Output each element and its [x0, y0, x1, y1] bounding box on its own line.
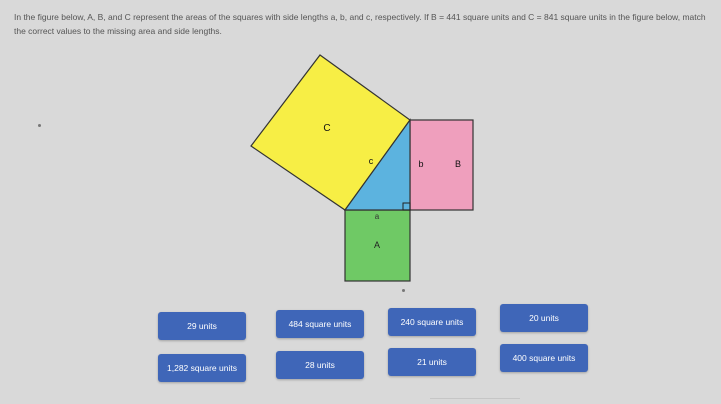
label-b: b	[418, 159, 424, 169]
label-C: C	[323, 123, 331, 134]
label-a: a	[374, 212, 380, 221]
answer-tile[interactable]: 20 units	[500, 304, 588, 332]
question-text: In the figure below, A, B, and C represent the areas of the squares with side lengths a, b, and c, respectively. If B = 441 square units and C = 841 square units in the figure below, match the correct values to the missing area and side lengths.	[14, 12, 706, 36]
answer-tile[interactable]: 29 units	[158, 312, 246, 340]
label-B: B	[454, 159, 462, 169]
label-c: c	[368, 156, 374, 166]
label-A: A	[373, 240, 381, 250]
answer-tile[interactable]: 400 square units	[500, 344, 588, 372]
answer-tile[interactable]: 484 square units	[276, 310, 364, 338]
answer-tile[interactable]: 1,282 square units	[158, 354, 246, 382]
answer-tile[interactable]: 240 square units	[388, 308, 476, 336]
answer-tile[interactable]: 28 units	[276, 351, 364, 379]
answer-tile[interactable]: 21 units	[388, 348, 476, 376]
